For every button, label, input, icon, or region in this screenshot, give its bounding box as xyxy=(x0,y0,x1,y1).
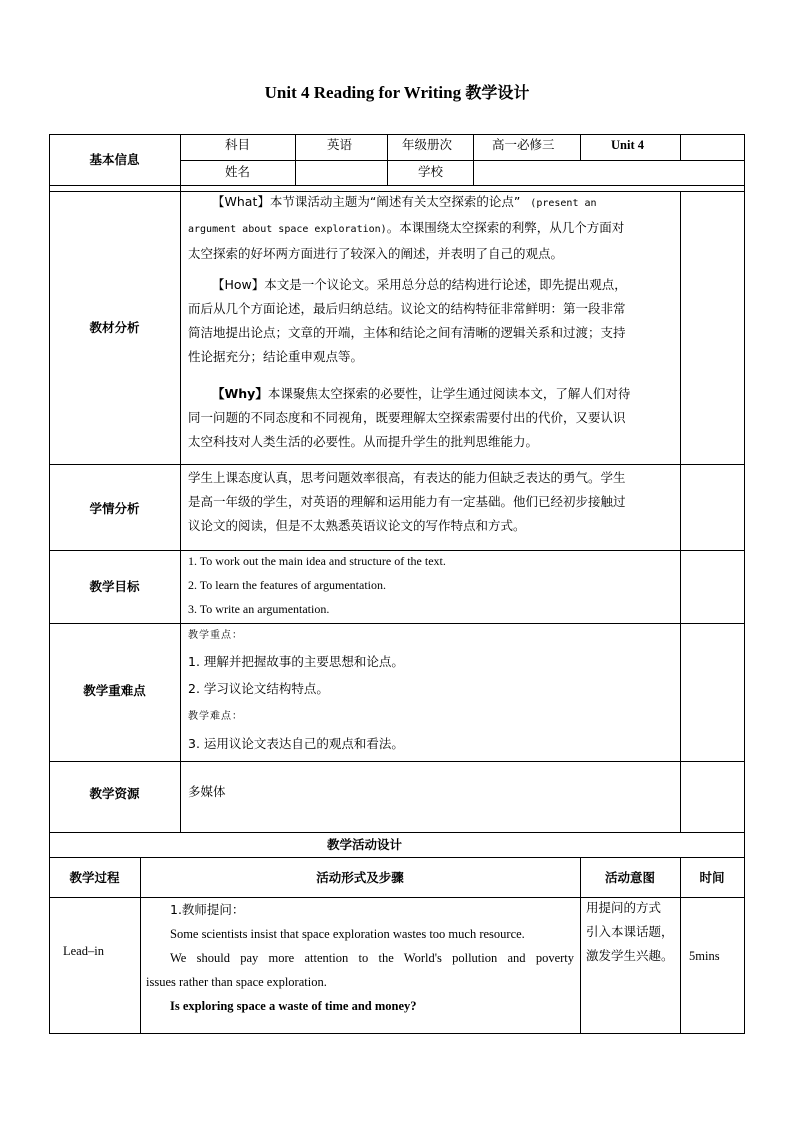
step-line: 1.教师提问： xyxy=(170,902,245,917)
rule xyxy=(387,134,388,186)
resources-label: 教学资源 xyxy=(89,786,140,801)
keypoint-item: 2. 学习议论文结构特点。 xyxy=(188,681,329,696)
students-line: 学生上课态度认真，思考问题效率很高，有表达的能力但缺乏表达的勇气。学生 xyxy=(188,470,626,485)
how-tag: 【How】 xyxy=(212,277,265,292)
rule xyxy=(680,134,681,161)
why-line: 太空科技对人类生活的必要性。从而提升学生的批判思维能力。 xyxy=(188,434,539,449)
rule xyxy=(473,134,474,186)
page-title xyxy=(0,80,794,103)
rule xyxy=(49,857,745,858)
col-intent: 活动意图 xyxy=(604,870,655,885)
table-border-bottom xyxy=(49,1033,745,1034)
rule xyxy=(180,134,181,832)
activity-time: 5mins xyxy=(689,949,720,963)
what-line: 太空探索的好坏两方面进行了较深入的阐述，并表明了自己的观点。 xyxy=(188,246,564,261)
material-label: 教材分析 xyxy=(89,320,140,335)
rule xyxy=(49,464,745,465)
activity-intent xyxy=(586,896,674,968)
how-line: 简洁地提出论点；文章的开端，主体和结论之间有清晰的逻辑关系和过渡；支持 xyxy=(188,325,626,340)
how-line: 而后从几个方面论述，最后归纳总结。议论文的结构特征非常鲜明：第一段非常 xyxy=(188,301,626,316)
students-line: 是高一年级的学生，对英语的理解和运用能力有一定基础。他们已经初步接触过 xyxy=(188,494,626,509)
students-text xyxy=(188,466,626,538)
school-label: 学校 xyxy=(418,164,444,179)
rule xyxy=(49,185,745,186)
stage-name: Lead–in xyxy=(63,944,104,958)
rule xyxy=(49,623,745,624)
students-line: 议论文的阅读，但是不太熟悉英语议论文的写作特点和方式。 xyxy=(188,518,526,533)
col-process: 教学过程 xyxy=(69,870,120,885)
step-question: Is exploring space a waste of time and money? xyxy=(170,999,417,1013)
intent-line: 用提问的方式 xyxy=(586,900,662,915)
title-cn: 教学设计 xyxy=(465,83,530,102)
title-en: Unit 4 Reading for Writing xyxy=(264,83,462,102)
material-what xyxy=(188,190,676,266)
step-line: issues rather than space exploration. xyxy=(146,975,327,989)
students-label: 学情分析 xyxy=(89,501,140,516)
rule xyxy=(680,191,681,833)
how-line: 本文是一个议论文。采用总分总的结构进行论述，即先提出观点， xyxy=(264,277,627,292)
intent-line: 激发学生兴趣。 xyxy=(586,948,674,963)
step-line: Some scientists insist that space exploration wastes too much resource. xyxy=(170,927,525,941)
what-line: (present an xyxy=(530,198,597,209)
basic-info-label: 基本信息 xyxy=(89,152,140,167)
col-time: 时间 xyxy=(699,870,725,885)
subject-value: 英语 xyxy=(327,137,353,152)
goal-item: 3. To write an argumentation. xyxy=(188,602,330,616)
what-line: argument about space exploration) xyxy=(188,224,387,235)
why-tag: 【Why】 xyxy=(212,386,268,401)
what-line: 。本课围绕太空探索的利弊，从几个方面对 xyxy=(386,220,625,235)
difficulty-heading: 教学难点： xyxy=(188,711,243,722)
material-why xyxy=(188,382,676,454)
grade-value: 高一必修三 xyxy=(492,137,555,152)
col-steps: 活动形式及步骤 xyxy=(316,870,404,885)
subject-label: 科目 xyxy=(225,137,251,152)
keypoints-label: 教学重难点 xyxy=(83,683,146,698)
step-line: We should pay more attention to the World's pollution and poverty xyxy=(170,951,574,965)
rule xyxy=(49,761,745,762)
name-label: 姓名 xyxy=(225,164,251,179)
grade-label: 年级册次 xyxy=(402,137,453,152)
keypoint-item: 1. 理解并把握故事的主要思想和论点。 xyxy=(188,654,404,669)
goals-list xyxy=(188,549,446,621)
rule xyxy=(49,832,745,833)
rule xyxy=(580,134,581,161)
why-line: 本课聚焦太空探索的必要性，让学生通过阅读本文，了解人们对待 xyxy=(267,386,631,401)
keypoint-item: 3. 运用议论文表达自己的观点和看法。 xyxy=(188,736,404,751)
why-line: 同一问题的不同态度和不同视角，既要理解太空探索需要付出的代价，又要认识 xyxy=(188,410,626,425)
table-border-top xyxy=(49,134,745,135)
unit-value: Unit 4 xyxy=(611,138,644,152)
resources-value: 多媒体 xyxy=(188,784,226,799)
intent-line: 引入本课话题， xyxy=(586,924,674,939)
rule xyxy=(295,134,296,186)
how-line: 性论据充分；结论重申观点等。 xyxy=(188,349,364,364)
activity-steps xyxy=(146,898,574,1018)
what-tag: 【What】 xyxy=(212,194,270,209)
focus-heading: 教学重点： xyxy=(188,630,243,641)
goal-item: 1. To work out the main idea and structure of the text. xyxy=(188,554,446,568)
what-line: 本节课活动主题为“阐述有关太空探索的论点” xyxy=(269,194,521,209)
goals-label: 教学目标 xyxy=(89,579,140,594)
activity-header: 教学活动设计 xyxy=(326,837,402,852)
rule xyxy=(180,160,745,161)
material-how xyxy=(188,273,676,369)
table-border-right xyxy=(744,134,745,1034)
goal-item: 2. To learn the features of argumentation. xyxy=(188,578,386,592)
